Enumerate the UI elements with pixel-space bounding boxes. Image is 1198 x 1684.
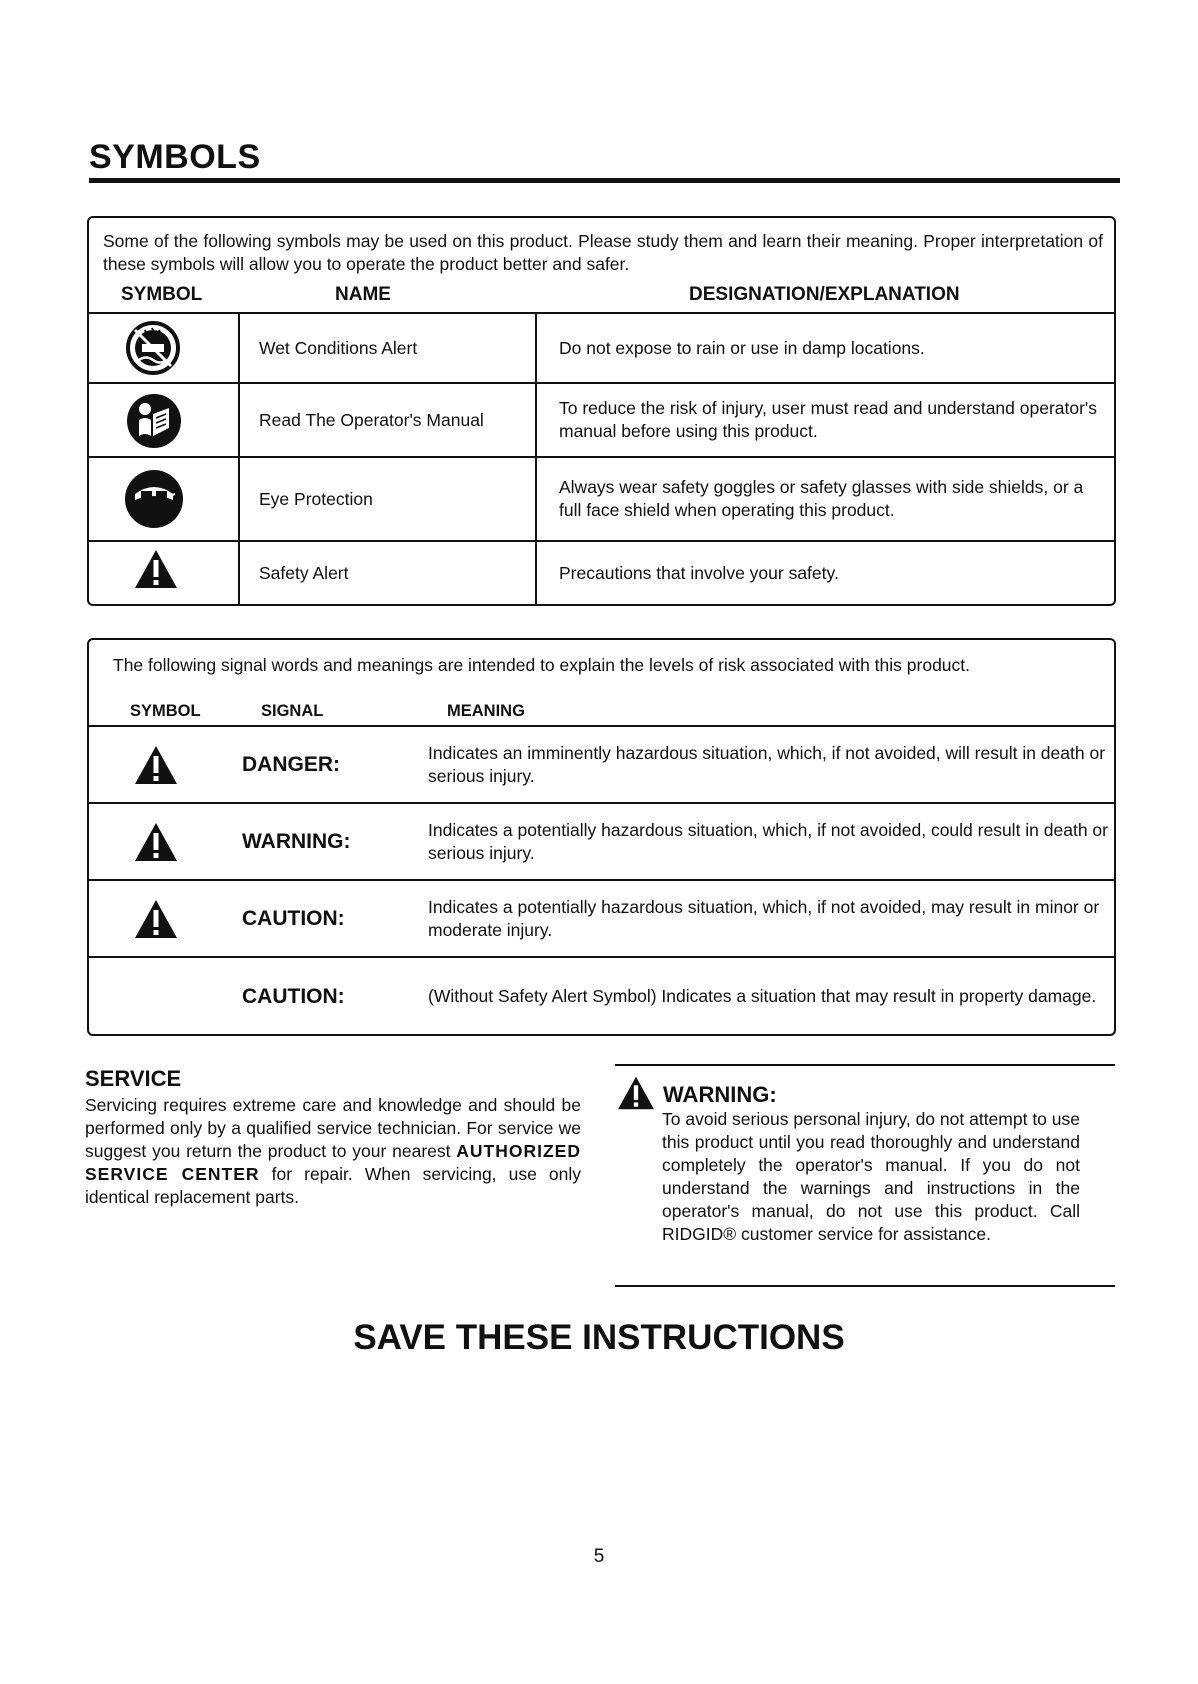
signal-meaning: Indicates a potentially hazardous situation, which, if not avoided, may result in minor or moderate injury.: [428, 896, 1100, 940]
signals-panel: [87, 638, 1116, 1036]
warning-text: To avoid serious personal injury, do not attempt to use this product until you read thoroughly and understand completely the operator's manual. If you do not understand the warnings and instructions in the operator's manual, do not use this product. Call RIDGID® customer service for assistance.: [662, 1109, 1080, 1244]
safety-alert-icon: [133, 744, 179, 786]
row-name: Eye Protection: [259, 488, 373, 509]
symbols-intro: Some of the following symbols may be used on this product. Please study them and learn their meaning. Proper interpretation of these symbols will allow you to operate the product better and safer.: [103, 231, 1103, 274]
row-name: Read The Operator's Manual: [259, 409, 484, 430]
signal-word-danger: DANGER:: [242, 753, 340, 776]
warning-title: WARNING:: [663, 1082, 777, 1107]
table-line: [238, 312, 240, 606]
header-meaning: MEANING: [447, 702, 525, 720]
safety-alert-icon: [616, 1075, 656, 1111]
header-signal: SIGNAL: [261, 702, 324, 720]
warning-rule-bottom: [615, 1285, 1115, 1287]
signals-intro: The following signal words and meanings are intended to explain the levels of risk associated with this product.: [113, 655, 971, 675]
signal-word-warning: WARNING:: [242, 830, 351, 853]
safety-alert-icon: [133, 548, 179, 590]
row-name: Safety Alert: [259, 562, 349, 583]
safety-alert-icon: [133, 821, 179, 863]
header-symbol: SYMBOL: [121, 284, 203, 305]
row-explanation: To reduce the risk of injury, user must read and understand operator's manual before using this product.: [559, 398, 1098, 441]
signal-word-caution: CAUTION:: [242, 907, 345, 930]
page-number: 5: [593, 1546, 605, 1567]
title-rule: [89, 178, 1120, 183]
signal-meaning: Indicates a potentially hazardous situation, which, if not avoided, could result in death or serious injury.: [428, 819, 1108, 863]
service-title: SERVICE: [85, 1066, 182, 1091]
row-explanation: Precautions that involve your safety.: [559, 562, 839, 583]
service-text: [85, 1094, 581, 1209]
service-text-part: Servicing requires extreme care and knowledge and should be performed only by a qualified service technician. For service we suggest you return the product to your nearest: [85, 1095, 581, 1161]
symbols-panel: [87, 216, 1116, 606]
page-title: SYMBOLS: [89, 138, 261, 176]
service-text-part: for repair. When servicing, use only identical replacement parts.: [85, 1164, 581, 1207]
table-line: [535, 312, 537, 606]
header-name: NAME: [335, 284, 391, 305]
warning-rule-top: [615, 1064, 1115, 1066]
header-designation: DESIGNATION/EXPLANATION: [689, 284, 960, 305]
signal-meaning: Indicates an imminently hazardous situation, which, if not avoided, will result in death or serious injury.: [428, 742, 1106, 786]
row-explanation: Always wear safety goggles or safety glasses with side shields, or a full face shield when operating this product.: [559, 477, 1084, 520]
signal-word-caution-property: CAUTION:: [242, 984, 345, 1008]
wet-conditions-icon: [125, 320, 181, 376]
signal-meaning: (Without Safety Alert Symbol) Indicates a situation that may result in property damage.: [428, 985, 1097, 1006]
read-manual-icon: [125, 392, 183, 450]
safety-alert-icon: [133, 898, 179, 940]
header-symbol: SYMBOL: [130, 702, 201, 720]
row-name: Wet Conditions Alert: [259, 337, 418, 358]
save-instructions-heading: SAVE THESE INSTRUCTIONS: [353, 1318, 845, 1357]
row-explanation: Do not expose to rain or use in damp locations.: [559, 337, 925, 358]
authorized-service-center: AUTHORIZED SERVICE CENTER: [85, 1141, 581, 1184]
eye-protection-icon: [123, 468, 185, 530]
